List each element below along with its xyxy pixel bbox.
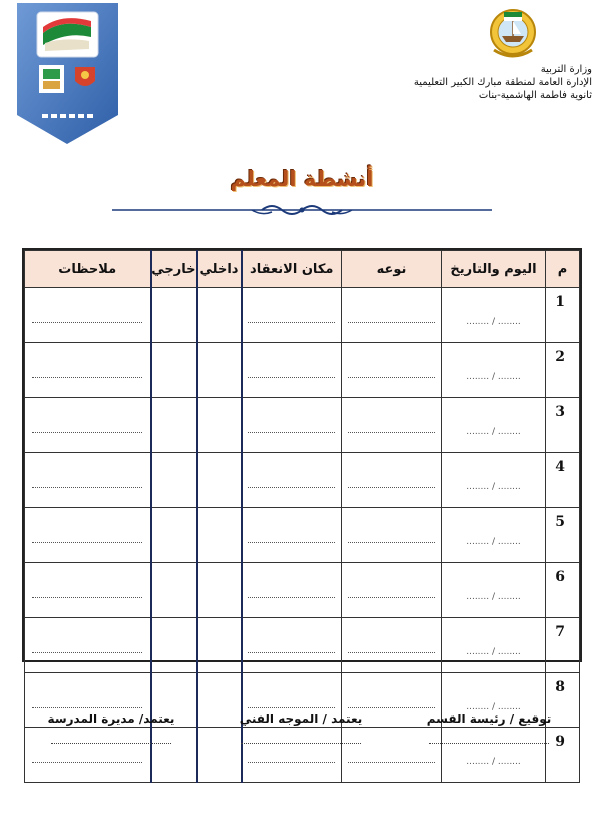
dotted-line	[248, 651, 335, 653]
signature-head: توقيع / رئيسة القسم	[414, 712, 564, 744]
notes-cell[interactable]	[25, 618, 151, 673]
ministry-emblem	[486, 6, 540, 64]
external-cell[interactable]	[151, 563, 197, 618]
type-cell[interactable]	[342, 453, 442, 508]
notes-cell[interactable]	[25, 453, 151, 508]
notes-cell[interactable]	[25, 563, 151, 618]
dotted-line	[348, 486, 435, 488]
venue-cell[interactable]	[242, 398, 342, 453]
notes-cell[interactable]	[25, 508, 151, 563]
venue-cell[interactable]	[242, 288, 342, 343]
signature-supervisor: يعتمد / الموجه الفني	[226, 712, 376, 744]
venue-cell[interactable]	[242, 453, 342, 508]
venue-cell[interactable]	[242, 508, 342, 563]
internal-cell[interactable]	[197, 508, 242, 563]
internal-cell[interactable]	[197, 288, 242, 343]
external-cell[interactable]	[151, 343, 197, 398]
external-cell[interactable]	[151, 398, 197, 453]
row-number: 6	[546, 563, 580, 618]
col-header-venue: مكان الانعقاد	[242, 251, 342, 288]
col-header-index: م	[546, 251, 580, 288]
row-number: 5	[546, 508, 580, 563]
date-cell[interactable]: ........ / ........	[442, 343, 546, 398]
dotted-line	[248, 706, 335, 708]
table-row	[25, 563, 580, 618]
internal-cell[interactable]	[197, 398, 242, 453]
row-number: 7	[546, 618, 580, 673]
directorate-name: الإدارة العامة لمنطقة مبارك الكبير التعليمية	[413, 77, 592, 88]
table-row	[25, 288, 580, 343]
type-cell[interactable]	[342, 508, 442, 563]
table-row	[25, 343, 580, 398]
external-cell[interactable]	[151, 288, 197, 343]
row-number: 2	[546, 343, 580, 398]
dotted-line	[248, 596, 335, 598]
dotted-line	[32, 486, 142, 488]
signature-line[interactable]	[51, 742, 171, 744]
date-cell[interactable]: ........ / ........	[442, 673, 546, 728]
date-cell[interactable]: ........ / ........	[442, 453, 546, 508]
dotted-line	[248, 541, 335, 543]
type-cell[interactable]	[342, 398, 442, 453]
venue-cell[interactable]	[242, 618, 342, 673]
venue-cell[interactable]	[242, 343, 342, 398]
row-number: 8	[546, 673, 580, 728]
col-header-external: خارجي	[151, 251, 197, 288]
date-cell[interactable]: ........ / ........	[442, 398, 546, 453]
dotted-line	[248, 376, 335, 378]
row-number: 1	[546, 288, 580, 343]
type-cell[interactable]	[342, 343, 442, 398]
date-cell[interactable]: ........ / ........	[442, 288, 546, 343]
internal-cell[interactable]	[197, 563, 242, 618]
dotted-line	[348, 596, 435, 598]
school-logo-banner	[17, 3, 118, 146]
signature-section	[0, 712, 604, 762]
header-text	[332, 63, 592, 102]
dotted-line	[32, 376, 142, 378]
date-cell[interactable]: ........ / ........	[442, 508, 546, 563]
dotted-line	[32, 321, 142, 323]
venue-cell[interactable]	[242, 563, 342, 618]
dotted-line	[248, 486, 335, 488]
internal-cell[interactable]	[197, 453, 242, 508]
dotted-line	[348, 706, 435, 708]
dotted-line	[32, 596, 142, 598]
notes-cell[interactable]	[25, 398, 151, 453]
table-row	[25, 508, 580, 563]
external-cell[interactable]	[151, 453, 197, 508]
dotted-line	[32, 431, 142, 433]
internal-cell[interactable]	[197, 343, 242, 398]
title-ornament	[112, 200, 492, 220]
school-name: ثانوية فاطمة الهاشمية-بنات	[478, 90, 592, 101]
dotted-line	[248, 431, 335, 433]
table-row	[25, 453, 580, 508]
type-cell[interactable]	[342, 288, 442, 343]
table-row	[25, 398, 580, 453]
date-cell[interactable]: ........ / ........	[442, 618, 546, 673]
dotted-line	[348, 541, 435, 543]
dotted-line	[348, 321, 435, 323]
type-cell[interactable]	[342, 618, 442, 673]
table-row	[25, 618, 580, 673]
external-cell[interactable]	[151, 508, 197, 563]
type-cell[interactable]	[342, 563, 442, 618]
dotted-line	[248, 321, 335, 323]
dotted-line	[32, 651, 142, 653]
dotted-line	[32, 541, 142, 543]
page-title: أنشطة المعلم	[230, 167, 374, 191]
row-number: 3	[546, 398, 580, 453]
ministry-name: وزارة التربية	[540, 64, 592, 75]
notes-cell[interactable]	[25, 288, 151, 343]
table-header-row	[25, 251, 580, 288]
external-cell[interactable]	[151, 618, 197, 673]
col-header-notes: ملاحظات	[25, 251, 151, 288]
signature-line[interactable]	[429, 742, 549, 744]
dotted-line	[348, 376, 435, 378]
date-cell[interactable]: ........ / ........	[442, 728, 546, 783]
signature-line[interactable]	[241, 742, 361, 744]
row-number: 4	[546, 453, 580, 508]
dotted-line	[348, 431, 435, 433]
dotted-line	[32, 706, 142, 708]
col-header-date: اليوم والتاريخ	[442, 251, 546, 288]
internal-cell[interactable]	[197, 618, 242, 673]
date-cell[interactable]: ........ / ........	[442, 563, 546, 618]
col-header-type: نوعه	[342, 251, 442, 288]
col-header-internal: داخلي	[197, 251, 242, 288]
signature-principal: يعتمد/ مديرة المدرسة	[36, 712, 186, 744]
notes-cell[interactable]	[25, 343, 151, 398]
dotted-line	[348, 651, 435, 653]
row-number: 9	[546, 728, 580, 783]
